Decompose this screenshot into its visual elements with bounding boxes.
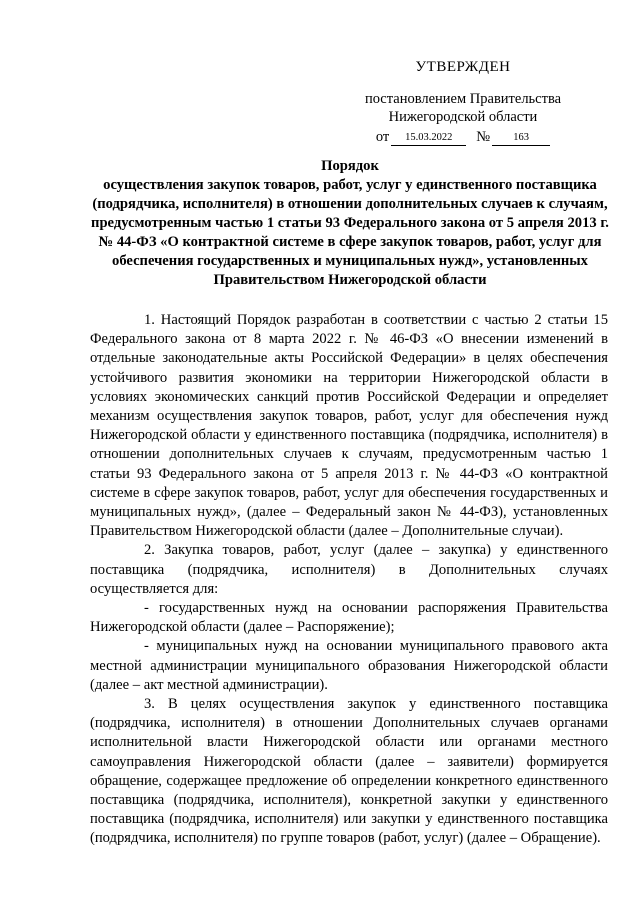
approval-date: 15.03.2022: [391, 131, 466, 146]
approval-date-row: [338, 128, 588, 146]
paragraph-3: 3. В целях осуществления закупок у единственного поставщика (подрядчика, исполнителя) в отношении Дополнительных случаев органами исполнительной власти Нижегородской области или органами местного самоуправления Нижегородской области (далее – заявители) формируется обращение, содержащее предложение об определении конкретного единственного поставщика (подрядчика, исполнителя), конкретной закупки у единственного поставщика (подрядчика, исполнителя) или закупки у единственного поставщика (подрядчика, исполнителя) по группе товаров (работ, услуг) (далее – Обращение).: [90, 696, 608, 847]
title-heading: Порядок: [321, 158, 379, 174]
approval-line-1: постановлением Правительства: [364, 91, 562, 107]
date-prefix: от: [375, 129, 390, 145]
title-text: осуществления закупок товаров, работ, услуг у единственного поставщика (подрядчика, исполнителя) в отношении дополнительных случаев к случаям, предусмотренным частью 1 статьи 93 Федерального закона от 5 апреля 2013 г. № 44-ФЗ «О контрактной системе в сфере закупок товаров, работ, услуг для обеспечения государственных и муниципальных нужд», установленных Правительством Нижегородской области: [91, 177, 609, 288]
paragraph-2: 2. Закупка товаров, работ, услуг (далее – закупка) у единственного поставщика (подрядчика, исполнителя) в Дополнительных случаях осуществляется для:: [90, 542, 608, 597]
number-prefix: №: [476, 129, 491, 145]
approval-stamp: УТВЕРЖДЕН: [415, 59, 511, 75]
approval-block: [338, 58, 588, 146]
paragraph-1: 1. Настоящий Порядок разработан в соответствии с частью 2 статьи 15 Федерального закона от 8 марта 2022 г. № 46-ФЗ «О внесении изменений в отдельные законодательные акты Российской Федерации» в целях обеспечения устойчивого развития экономики на территории Нижегородской области в условиях экономических санкций против Российской Федерации и определяет механизм осуществления закупок товаров, работ, услуг для обеспечения нужд Нижегородской области у единственного поставщика (подрядчика, исполнителя) в отношении дополнительных случаев к случаям, предусмотренным частью 1 статьи 93 Федерального закона от 5 апреля 2013 г. № 44-ФЗ «О контрактной системе в сфере закупок товаров, работ, услуг для обеспечения государственных и муниципальных нужд», (далее – Федеральный закон № 44-ФЗ), установленных Правительством Нижегородской области (далее – Дополнительные случаи).: [90, 312, 608, 540]
list-item-municipal-needs: - муниципальных нужд на основании муниципального правового акта местной администрации муниципального образования Нижегородской области (далее – акт местной администрации).: [90, 638, 608, 693]
approval-number: 163: [492, 131, 550, 146]
document-body: [90, 311, 608, 849]
document-title: [90, 157, 610, 290]
list-item-state-needs: - государственных нужд на основании распоряжения Правительства Нижегородской области (далее – Распоряжение);: [90, 600, 608, 636]
approval-line-2: Нижегородской области: [388, 109, 538, 125]
